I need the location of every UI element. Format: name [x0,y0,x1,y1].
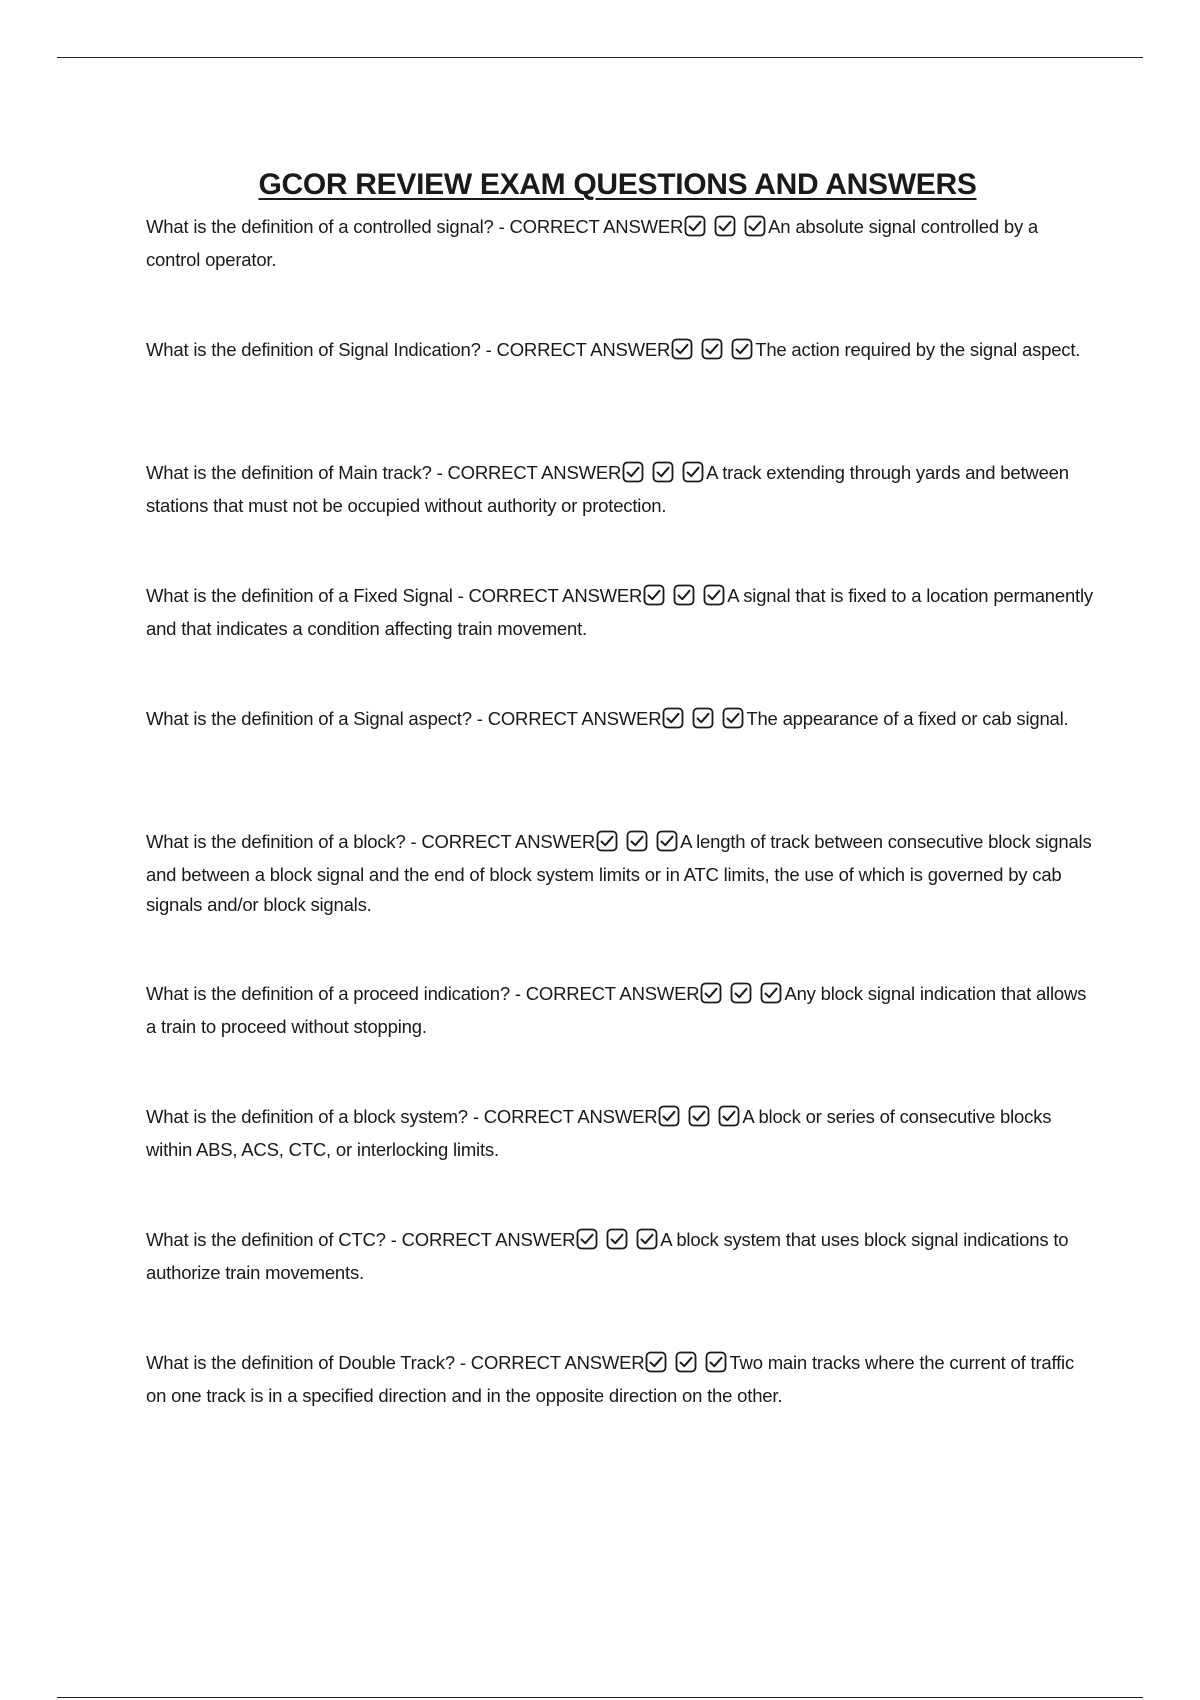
qa-item [146,458,1096,581]
answer-marker: - CORRECT ANSWER [459,1352,645,1373]
question-text: What is the definition of a proceed indication? [146,983,510,1004]
qa-item [146,1348,1096,1471]
question-text: What is the definition of a block system? [146,1106,468,1127]
checkbox-checked-icon [718,1105,740,1127]
qa-item [146,335,1096,458]
check-marks [596,830,680,860]
checkbox-checked-icon [658,1105,680,1127]
checkbox-checked-icon [675,1351,697,1373]
checkbox-checked-icon [645,1351,667,1373]
header-rule [57,57,1143,58]
answer-marker: - CORRECT ANSWER [472,1106,658,1127]
check-marks [684,215,768,245]
checkbox-checked-icon [688,1105,710,1127]
qa-item [146,1225,1096,1348]
answer-marker: - CORRECT ANSWER [514,983,700,1004]
checkbox-checked-icon [673,584,695,606]
check-marks [643,584,727,614]
checkbox-checked-icon [596,830,618,852]
checkbox-checked-icon [684,215,706,237]
checkbox-checked-icon [730,982,752,1004]
footer-rule [57,1697,1143,1698]
checkbox-checked-icon [662,707,684,729]
answer-text: Two main tracks where the current of traffic on one track is in a specified direction and in the opposite direction on the other. [146,1352,1075,1406]
checkbox-checked-icon [671,338,693,360]
answer-text: The appearance of a fixed or cab signal. [746,708,1069,729]
qa-item [146,979,1096,1102]
answer-text: A length of track between consecutive block signals and between a block signal and the end of block system limits or in ATC limits, the use of which is governed by cab signals and/or block signals. [146,831,1092,915]
qa-list [146,212,1096,1471]
checkbox-checked-icon [760,982,782,1004]
check-marks [622,461,706,491]
question-text: What is the definition of Main track? [146,462,432,483]
qa-item [146,212,1096,335]
check-marks [576,1228,660,1258]
checkbox-checked-icon [722,707,744,729]
checkbox-checked-icon [701,338,723,360]
check-marks [645,1351,729,1381]
page-title: GCOR REVIEW EXAM QUESTIONS AND ANSWERS [258,168,977,202]
answer-text: A block system that uses block signal indications to authorize train movements. [146,1229,1069,1283]
answer-marker: - CORRECT ANSWER [476,708,662,729]
answer-text: The action required by the signal aspect. [755,339,1081,360]
answer-text: A signal that is fixed to a location permanently and that indicates a condition affecting train movement. [146,585,1093,639]
check-marks [662,707,746,737]
answer-text: A track extending through yards and between stations that must not be occupied without authority or protection. [146,462,1069,516]
question-text: What is the definition of a Fixed Signal [146,585,453,606]
question-text: What is the definition of a block? [146,831,406,852]
checkbox-checked-icon [714,215,736,237]
answer-text: A block or series of consecutive blocks within ABS, ACS, CTC, or interlocking limits. [146,1106,1052,1160]
checkbox-checked-icon [622,461,644,483]
checkbox-checked-icon [682,461,704,483]
checkbox-checked-icon [652,461,674,483]
check-marks [671,338,755,368]
checkbox-checked-icon [636,1228,658,1250]
answer-text: An absolute signal controlled by a control operator. [146,216,1039,270]
checkbox-checked-icon [703,584,725,606]
question-text: What is the definition of CTC? [146,1229,386,1250]
checkbox-checked-icon [700,982,722,1004]
checkbox-checked-icon [744,215,766,237]
qa-item [146,581,1096,704]
answer-marker: - CORRECT ANSWER [498,216,684,237]
checkbox-checked-icon [606,1228,628,1250]
check-marks [700,982,784,1012]
checkbox-checked-icon [576,1228,598,1250]
question-text: What is the definition of Double Track? [146,1352,455,1373]
question-text: What is the definition of a Signal aspect? [146,708,472,729]
checkbox-checked-icon [643,584,665,606]
qa-item [146,704,1096,827]
checkbox-checked-icon [731,338,753,360]
question-text: What is the definition of Signal Indication? [146,339,481,360]
checkbox-checked-icon [656,830,678,852]
checkbox-checked-icon [692,707,714,729]
answer-text: Any block signal indication that allows a train to proceed without stopping. [146,983,1087,1037]
checkbox-checked-icon [705,1351,727,1373]
qa-item [146,1102,1096,1225]
checkbox-checked-icon [626,830,648,852]
answer-marker: - CORRECT ANSWER [436,462,622,483]
qa-item [146,827,1096,979]
check-marks [658,1105,742,1135]
answer-marker: - CORRECT ANSWER [457,585,643,606]
answer-marker: - CORRECT ANSWER [410,831,596,852]
answer-marker: - CORRECT ANSWER [390,1229,576,1250]
question-text: What is the definition of a controlled signal? [146,216,494,237]
answer-marker: - CORRECT ANSWER [485,339,671,360]
